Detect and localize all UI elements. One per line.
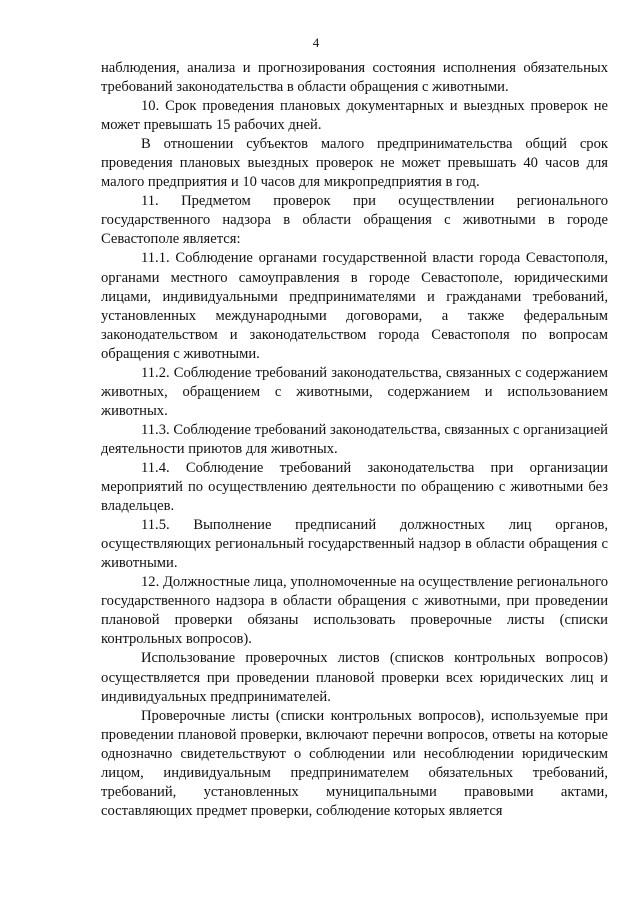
page-number: 4 <box>312 35 320 50</box>
paragraph-6: 11.2. Соблюдение требований законодательства, связанных с содержанием животных, обращением с животными, содержанием и использованием животных. <box>101 364 608 419</box>
paragraph-9: 11.5. Выполнение предписаний должностных лиц органов, осуществляющих региональный государственный надзор в области обращения с животными. <box>101 517 608 572</box>
paragraph-8: 11.4. Соблюдение требований законодательства при организации мероприятий по осуществлению деятельности по обращению с животными без владельцев. <box>101 459 608 515</box>
paragraph-7: 11.3. Соблюдение требований законодательства, связанных с организацией деятельности приютов для животных. <box>101 421 608 457</box>
paragraph-11: Использование проверочных листов (списков контрольных вопросов) осуществляется при проведении плановой проверки всех юридических лиц и индивидуальных предпринимателей. <box>101 650 608 705</box>
paragraph-3: В отношении субъектов малого предпринимательства общий срок проведения плановых выездных проверок не может превышать 40 часов для малого предприятия и 10 часов для микропредприятия в год. <box>101 136 608 191</box>
document-body <box>101 59 608 821</box>
paragraph-12: Проверочные листы (списки контрольных вопросов), используемые при проведении плановой проверки, включают перечни вопросов, ответы на которые однозначно свидетельствуют о соблюдении или несоблюдении юридическим лицом, индивидуальным предпринимателем обязательных требований, требований, установленных муниципальными правовыми актами, составляющих предмет проверки, соблюдение которых является <box>101 707 608 819</box>
paragraph-10: 12. Должностные лица, уполномоченные на осуществление регионального государственного надзора в области обращения с животными, при проведении плановой проверки обязаны использовать проверочные листы (списки контрольных вопросов). <box>101 574 608 648</box>
paragraph-2: 10. Срок проведения плановых документарных и выездных проверок не может превышать 15 рабочих дней. <box>101 98 608 134</box>
paragraph-4: 11. Предметом проверок при осуществлении регионального государственного надзора в области обращения с животными в городе Севастополе является: <box>101 193 608 248</box>
paragraph-1: наблюдения, анализа и прогнозирования состояния исполнения обязательных требований законодательства в области обращения с животными. <box>101 60 608 96</box>
paragraph-5: 11.1. Соблюдение органами государственной власти города Севастополя, органами местного самоуправления в городе Севастополе, юридическими лицами, индивидуальными предпринимателями и гражданами требований, установленных международными договорами, а также федеральным законодательством и законодательством города Севастополя по вопросам обращения с животными. <box>101 250 608 362</box>
